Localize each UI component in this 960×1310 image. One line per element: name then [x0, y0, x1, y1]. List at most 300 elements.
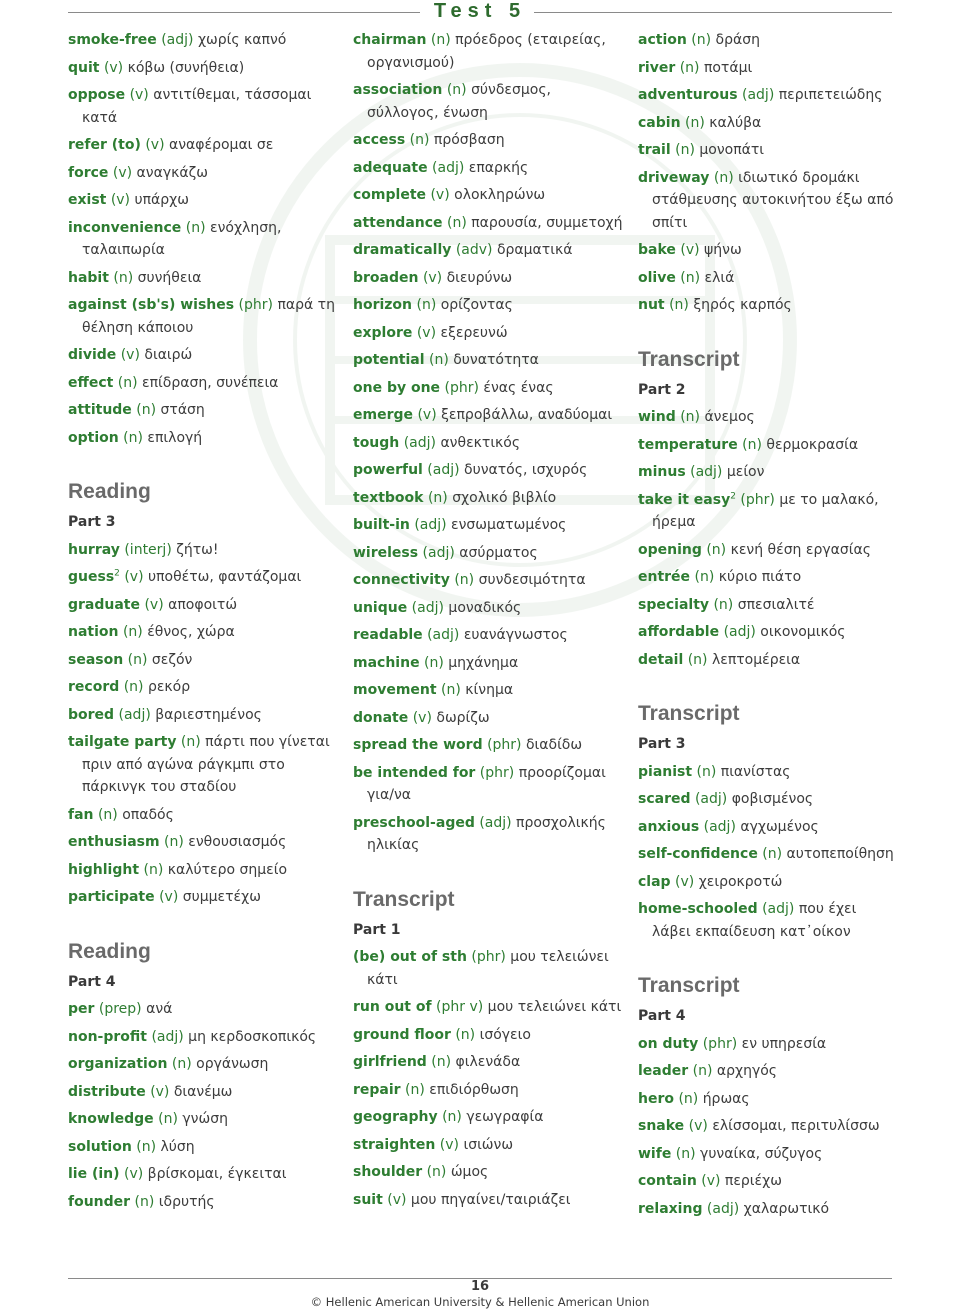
vocab-word: pianist: [638, 763, 693, 780]
vocab-word: broaden: [353, 269, 419, 286]
section-part-label: Part 4: [638, 1008, 686, 1024]
vocab-entry: [353, 514, 625, 537]
vocab-entry: [68, 621, 340, 644]
part-of-speech: (n): [424, 654, 444, 671]
part-of-speech: (adj): [403, 434, 436, 451]
part-of-speech: (n): [180, 734, 201, 750]
vocab-word: geography: [353, 1109, 438, 1125]
part-of-speech: (adj): [161, 32, 194, 48]
vocab-word: machine: [353, 654, 420, 671]
vocab-word: divide: [68, 347, 117, 363]
vocab-definition: φοβισμένος: [731, 791, 814, 807]
part-of-speech: (n): [113, 269, 134, 286]
part-of-speech: (n): [679, 59, 700, 76]
vocab-definition: διαιρώ: [144, 347, 193, 363]
vocab-definition: περιέχω: [724, 1173, 782, 1189]
vocab-word: straighten: [353, 1136, 436, 1153]
part-of-speech: (adj): [422, 544, 455, 561]
vocab-entry: [68, 1163, 340, 1186]
vocab-word: lie (in): [68, 1166, 120, 1182]
part-of-speech: (n): [446, 82, 467, 98]
vocab-entry: [638, 489, 898, 534]
part-of-speech: (adj): [762, 901, 795, 917]
vocab-entry: [638, 434, 898, 457]
vocab-entry: [638, 816, 898, 839]
part-of-speech: (v): [422, 269, 443, 286]
part-of-speech: (n): [427, 489, 448, 506]
part-of-speech: (v): [123, 1166, 144, 1182]
vocab-word: solution: [68, 1138, 132, 1155]
vocab-entry: [68, 859, 340, 882]
vocab-entry: [68, 1081, 340, 1104]
vocab-word: spread the word: [353, 737, 483, 753]
vocab-word: scared: [638, 791, 691, 807]
vocab-word: anxious: [638, 818, 700, 835]
vocab-definition: ψήνω: [704, 242, 742, 258]
vocab-word: detail: [638, 651, 684, 668]
vocab-word: option: [68, 429, 119, 446]
vocab-definition: με το μαλακό, ήρεμα: [652, 491, 879, 530]
vocab-entry: [68, 594, 340, 617]
vocab-entry: [353, 734, 625, 757]
vocab-entry: [638, 621, 898, 644]
vocab-definition: κίνημα: [465, 682, 514, 698]
vocab-definition: μου πηγαίνει/ταιριάζει: [410, 1191, 571, 1208]
vocab-word: entrée: [638, 569, 691, 585]
vocab-entry: [68, 1136, 340, 1159]
vocab-entry: [68, 57, 340, 80]
vocab-word: connectivity: [353, 572, 450, 588]
vocab-word: force: [68, 164, 109, 181]
vocab-word: per: [68, 1001, 95, 1017]
part-of-speech: (prep): [98, 1001, 142, 1017]
section-title: Transcript: [638, 974, 740, 997]
vocab-entry: [353, 812, 625, 857]
vocab-definition: αγχωμένος: [740, 818, 819, 835]
section-part-label: Part 2: [638, 381, 686, 398]
vocab-word: knowledge: [68, 1111, 154, 1127]
section-part-label: Part 3: [638, 736, 686, 752]
vocab-entry: [353, 212, 625, 235]
vocab-definition: επιλογή: [147, 429, 203, 446]
vocab-definition: φιλενάδα: [455, 1054, 521, 1070]
part-of-speech: (v): [150, 1083, 170, 1100]
vocab-word: founder: [68, 1193, 131, 1210]
vocab-word: participate: [68, 889, 155, 905]
vocab-definition: κενή θέση εργασίας: [730, 541, 871, 558]
vocab-definition: δυνατότητα: [453, 352, 539, 368]
vocab-entry: [353, 996, 625, 1019]
section-title: Transcript: [353, 887, 455, 911]
vocab-definition: σεζόν: [151, 651, 193, 668]
part-of-speech: (n): [185, 219, 206, 236]
vocab-entry: [638, 139, 898, 162]
vocab-entry: [638, 1170, 898, 1193]
vocab-definition: γεωγραφία: [466, 1109, 544, 1125]
vocab-definition: επαρκής: [468, 159, 529, 176]
part-of-speech: (phr): [487, 737, 522, 753]
vocab-word: horizon: [353, 297, 413, 313]
vocab-definition: ισιώνω: [463, 1136, 514, 1153]
vocab-word: one by one: [353, 379, 441, 396]
vocab-entry: [353, 679, 625, 702]
part-of-speech: (n): [136, 1138, 157, 1155]
part-of-speech: (n): [123, 429, 143, 446]
vocab-word: self-confidence: [638, 846, 758, 862]
vocab-definition: ξεπροβάλλω, αναδύομαι: [441, 407, 613, 423]
vocab-definition: περιπετειώδης: [778, 87, 883, 103]
part-of-speech: (v): [129, 87, 149, 103]
vocab-definition: κόβω (συνήθεια): [127, 59, 245, 76]
part-of-speech: (phr): [702, 1035, 738, 1052]
part-of-speech: (v): [387, 1191, 407, 1208]
vocab-definition: άνεμος: [704, 409, 755, 425]
vocab-entry: [353, 652, 625, 675]
vocab-entry: [353, 1024, 625, 1047]
part-of-speech: (adj): [414, 517, 447, 533]
vocab-word: on duty: [638, 1035, 699, 1052]
vocab-word: textbook: [353, 489, 424, 506]
vocab-definition: διευρύνω: [446, 269, 513, 286]
vocab-entry: [638, 1115, 898, 1138]
vocab-entry: [353, 762, 625, 807]
vocab-superscript: 2: [730, 490, 736, 501]
vocab-entry: [68, 731, 340, 799]
vocab-word: organization: [68, 1056, 168, 1072]
part-of-speech: (n): [117, 374, 138, 391]
part-of-speech: (n): [762, 846, 783, 862]
vocab-word: attendance: [353, 214, 443, 231]
vocab-entry: [68, 704, 340, 727]
header-rule-left: [68, 12, 420, 13]
part-of-speech: (v): [124, 569, 144, 585]
vocab-word: graduate: [68, 596, 140, 613]
vocab-column-2: [353, 29, 625, 1216]
part-of-speech: (v): [680, 242, 700, 258]
page-number: 16: [470, 1279, 490, 1294]
part-of-speech: (n): [685, 114, 705, 131]
vocab-definition: ενσωματωμένος: [451, 517, 567, 533]
vocab-definition: υποθέτω, φαντάζομαι: [148, 569, 302, 585]
vocab-definition: δωρίζω: [436, 709, 490, 726]
part-of-speech: (n): [134, 1193, 155, 1210]
vocab-entry: [353, 239, 625, 262]
part-of-speech: (adv): [455, 242, 493, 258]
vocab-entry: [638, 84, 898, 107]
vocab-entry: [638, 294, 898, 317]
vocab-word: adventurous: [638, 87, 738, 103]
vocab-word: (be) out of sth: [353, 949, 467, 965]
vocab-entry: [638, 1088, 898, 1111]
vocab-definition: ασύρματος: [459, 544, 538, 561]
vocab-column-3: [638, 29, 898, 1225]
vocab-entry: [68, 649, 340, 672]
vocab-definition: πρόεδρος (εταιρείας, οργανισμού): [367, 32, 606, 71]
vocab-entry: [638, 761, 898, 784]
section-title: Transcript: [638, 702, 740, 725]
vocab-definition: παρά τη θέληση κάποιου: [82, 297, 335, 336]
vocab-definition: χειροκροτώ: [698, 873, 783, 890]
vocab-definition: δράση: [715, 32, 760, 48]
part-of-speech: (v): [144, 596, 164, 613]
vocab-word: tailgate party: [68, 734, 177, 750]
section-title: Reading: [68, 939, 151, 963]
vocab-definition: κύριο πιάτο: [718, 569, 802, 585]
part-of-speech: (adj): [411, 599, 444, 616]
vocab-entry: [68, 189, 340, 212]
vocab-word: potential: [353, 352, 425, 368]
vocab-word: run out of: [353, 999, 432, 1015]
part-of-speech: (n): [706, 541, 727, 558]
vocab-definition: δυνατός, ισχυρός: [464, 462, 588, 478]
vocab-definition: συμμετέχω: [182, 889, 261, 905]
vocab-entry: [353, 267, 625, 290]
part-of-speech: (adj): [694, 791, 728, 807]
part-of-speech: (n): [669, 297, 689, 313]
vocab-word: emerge: [353, 407, 413, 423]
vocab-entry: [68, 134, 340, 157]
part-of-speech: (n): [742, 436, 762, 453]
vocab-definition: εξερευνώ: [440, 324, 508, 341]
part-of-speech: (phr): [479, 764, 515, 781]
vocab-word: explore: [353, 324, 413, 341]
part-of-speech: (n): [405, 1081, 425, 1098]
vocab-entry: [353, 377, 625, 400]
vocab-definition: οπαδός: [122, 806, 174, 823]
vocab-entry: [68, 831, 340, 854]
part-of-speech: (phr): [740, 491, 775, 508]
vocab-entry: [353, 946, 625, 991]
vocab-word: contain: [638, 1173, 697, 1189]
vocab-word: tough: [353, 434, 400, 451]
vocab-word: highlight: [68, 861, 140, 878]
vocab-entry: [353, 1134, 625, 1157]
vocab-entry: [638, 871, 898, 894]
vocab-entry: [353, 1161, 625, 1184]
vocab-definition: βαριεστημένος: [155, 706, 262, 723]
part-of-speech: (v): [145, 137, 165, 153]
vocab-word: repair: [353, 1081, 401, 1098]
vocab-entry: [68, 84, 340, 129]
vocab-entry: [353, 1189, 625, 1212]
vocab-entry: [638, 167, 898, 235]
vocab-entry: [68, 566, 340, 589]
page-title: Test 5: [433, 0, 527, 22]
vocab-definition: μονοπάτι: [699, 142, 765, 158]
part-of-speech: (v): [688, 1118, 708, 1134]
part-of-speech: (v): [439, 1136, 459, 1153]
vocab-word: hurray: [68, 541, 120, 558]
part-of-speech: (n): [675, 142, 695, 158]
vocab-definition: γνώση: [182, 1111, 228, 1127]
part-of-speech: (n): [416, 297, 437, 313]
vocab-word: olive: [638, 269, 676, 286]
vocab-word: specialty: [638, 596, 710, 613]
vocab-definition: οργάνωση: [196, 1056, 269, 1072]
section-title: Reading: [68, 480, 151, 503]
vocab-definition: ξηρός καρπός: [693, 297, 792, 313]
vocab-entry: [638, 239, 898, 262]
part-of-speech: (n): [143, 861, 164, 878]
part-of-speech: (adj): [479, 814, 512, 831]
vocab-word: distribute: [68, 1083, 146, 1100]
part-of-speech: (v): [430, 187, 450, 203]
vocab-entry: [68, 676, 340, 699]
vocab-definition: ευανάγνωστος: [463, 627, 568, 643]
part-of-speech: (n): [692, 1063, 713, 1079]
vocab-definition: λεπτομέρεια: [711, 651, 801, 668]
vocab-definition: προσχολικής ηλικίας: [367, 814, 606, 853]
vocab-entry: [353, 294, 625, 317]
vocab-word: preschool-aged: [353, 814, 475, 831]
vocab-word: snake: [638, 1118, 685, 1134]
vocab-entry: [353, 322, 625, 345]
part-of-speech: (adj): [706, 1200, 740, 1217]
vocab-entry: [68, 372, 340, 395]
vocab-definition: στάση: [160, 402, 205, 418]
vocab-entry: [353, 597, 625, 620]
vocab-definition: μη κερδοσκοπικός: [188, 1028, 317, 1045]
vocab-entry: [68, 29, 340, 52]
vocab-word: fan: [68, 806, 94, 823]
header-rule-right: [534, 12, 892, 13]
vocab-definition: ώμος: [450, 1164, 489, 1180]
part-of-speech: (adj): [118, 706, 151, 723]
vocab-entry: [68, 1108, 340, 1131]
vocab-entry: [353, 459, 625, 482]
vocab-word: guess: [68, 569, 115, 585]
vocab-entry: [638, 1143, 898, 1166]
vocab-entry: [638, 112, 898, 135]
section-part-label: Part 4: [68, 973, 116, 990]
part-of-speech: (adj): [427, 462, 460, 478]
vocab-word: trail: [638, 142, 671, 158]
vocab-entry: [353, 624, 625, 647]
vocab-entry: [353, 157, 625, 180]
vocab-definition: δραματικά: [496, 242, 573, 258]
vocab-definition: καλύτερο σημείο: [167, 861, 288, 878]
vocab-definition: σύνδεσμος, σύλλογος, ένωση: [367, 82, 552, 121]
part-of-speech: (adj): [723, 624, 756, 640]
part-of-speech: (phr): [238, 297, 273, 313]
vocab-definition: έθνος, χώρα: [147, 624, 235, 640]
vocab-word: movement: [353, 682, 437, 698]
part-of-speech: (n): [691, 32, 712, 48]
vocab-entry: [68, 1053, 340, 1076]
vocab-definition: πρόσβαση: [433, 132, 505, 148]
vocab-entry: [638, 649, 898, 672]
part-of-speech: (n): [164, 834, 184, 850]
vocab-entry: [353, 29, 625, 74]
vocab-entry: [353, 569, 625, 592]
vocab-entry: [638, 267, 898, 290]
vocab-definition: σπεσιαλιτέ: [737, 596, 815, 613]
vocab-entry: [638, 898, 898, 943]
vocab-entry: [68, 344, 340, 367]
vocab-definition: διανέμω: [173, 1083, 233, 1100]
copyright-notice: © Hellenic American University & Hellenic American Union: [310, 1295, 650, 1309]
vocab-word: non-profit: [68, 1028, 147, 1045]
vocab-definition: ρεκόρ: [147, 679, 191, 695]
vocab-word: inconvenience: [68, 219, 182, 236]
vocab-entry: [638, 57, 898, 80]
vocab-entry: [68, 267, 340, 290]
vocab-definition: θερμοκρασία: [766, 436, 859, 453]
vocab-word: relaxing: [638, 1200, 703, 1217]
vocab-definition: ελίσσομαι, περιτυλίσσω: [712, 1118, 880, 1134]
vocab-definition: ποτάμι: [703, 59, 753, 76]
part-of-speech: (n): [441, 682, 461, 698]
part-of-speech: (v): [103, 59, 124, 76]
vocab-definition: ισόγειο: [479, 1026, 531, 1043]
vocab-definition: καλύβα: [709, 114, 762, 131]
vocab-definition: βρίσκομαι, έγκειται: [147, 1166, 287, 1182]
vocab-definition: μου τελειώνει κάτι: [367, 949, 609, 988]
vocab-word: bored: [68, 706, 115, 723]
part-of-speech: (n): [428, 352, 449, 368]
vocab-entry: [353, 707, 625, 730]
vocab-definition: σχολικό βιβλίο: [452, 489, 557, 506]
part-of-speech: (phr): [471, 949, 506, 965]
part-of-speech: (n): [97, 806, 118, 823]
vocab-entry: [353, 487, 625, 510]
vocab-word: association: [353, 82, 443, 98]
vocab-definition: αναγκάζω: [136, 164, 208, 181]
part-of-speech: (n): [455, 1026, 476, 1043]
vocab-definition: μείον: [726, 464, 765, 480]
vocab-definition: που έχει λάβει εκπαίδευση κατ᾽οίκον: [652, 901, 857, 940]
part-of-speech: (adj): [151, 1028, 184, 1045]
vocab-definition: αναφέρομαι σε: [169, 137, 274, 153]
part-of-speech: (v): [701, 1173, 721, 1189]
part-of-speech: (n): [171, 1056, 192, 1072]
vocab-word: temperature: [638, 436, 738, 453]
vocab-entry: [68, 1191, 340, 1214]
vocab-word: record: [68, 679, 120, 695]
vocab-word: clap: [638, 873, 671, 890]
vocab-entry: [68, 294, 340, 339]
vocab-entry: [68, 427, 340, 450]
part-of-speech: (n): [675, 1145, 696, 1162]
vocab-entry: [353, 432, 625, 455]
vocab-word: adequate: [353, 159, 428, 176]
vocab-word: season: [68, 651, 124, 668]
vocab-entry: [638, 566, 898, 589]
vocab-definition: ήρωας: [702, 1090, 750, 1107]
part-of-speech: (phr): [444, 379, 479, 396]
vocab-word: be intended for: [353, 764, 476, 781]
vocab-definition: πιανίστας: [720, 763, 791, 780]
vocab-entry: [638, 1033, 898, 1056]
part-of-speech: (n): [430, 32, 451, 48]
vocab-word: driveway: [638, 169, 710, 186]
section-part-label: Part 3: [68, 514, 116, 530]
vocab-word: complete: [353, 187, 427, 203]
part-of-speech: (n): [446, 214, 467, 231]
vocab-definition: συνήθεια: [137, 269, 202, 286]
vocab-word: cabin: [638, 114, 681, 131]
part-of-speech: (v): [412, 709, 432, 726]
part-of-speech: (n): [136, 402, 157, 418]
vocab-word: home-schooled: [638, 901, 758, 917]
vocab-word: affordable: [638, 624, 720, 640]
vocab-word: smoke-free: [68, 32, 157, 48]
vocab-word: action: [638, 32, 687, 48]
vocab-entry: [638, 539, 898, 562]
vocab-word: opening: [638, 541, 702, 558]
vocab-entry: [68, 217, 340, 262]
part-of-speech: (phr v): [436, 999, 484, 1015]
